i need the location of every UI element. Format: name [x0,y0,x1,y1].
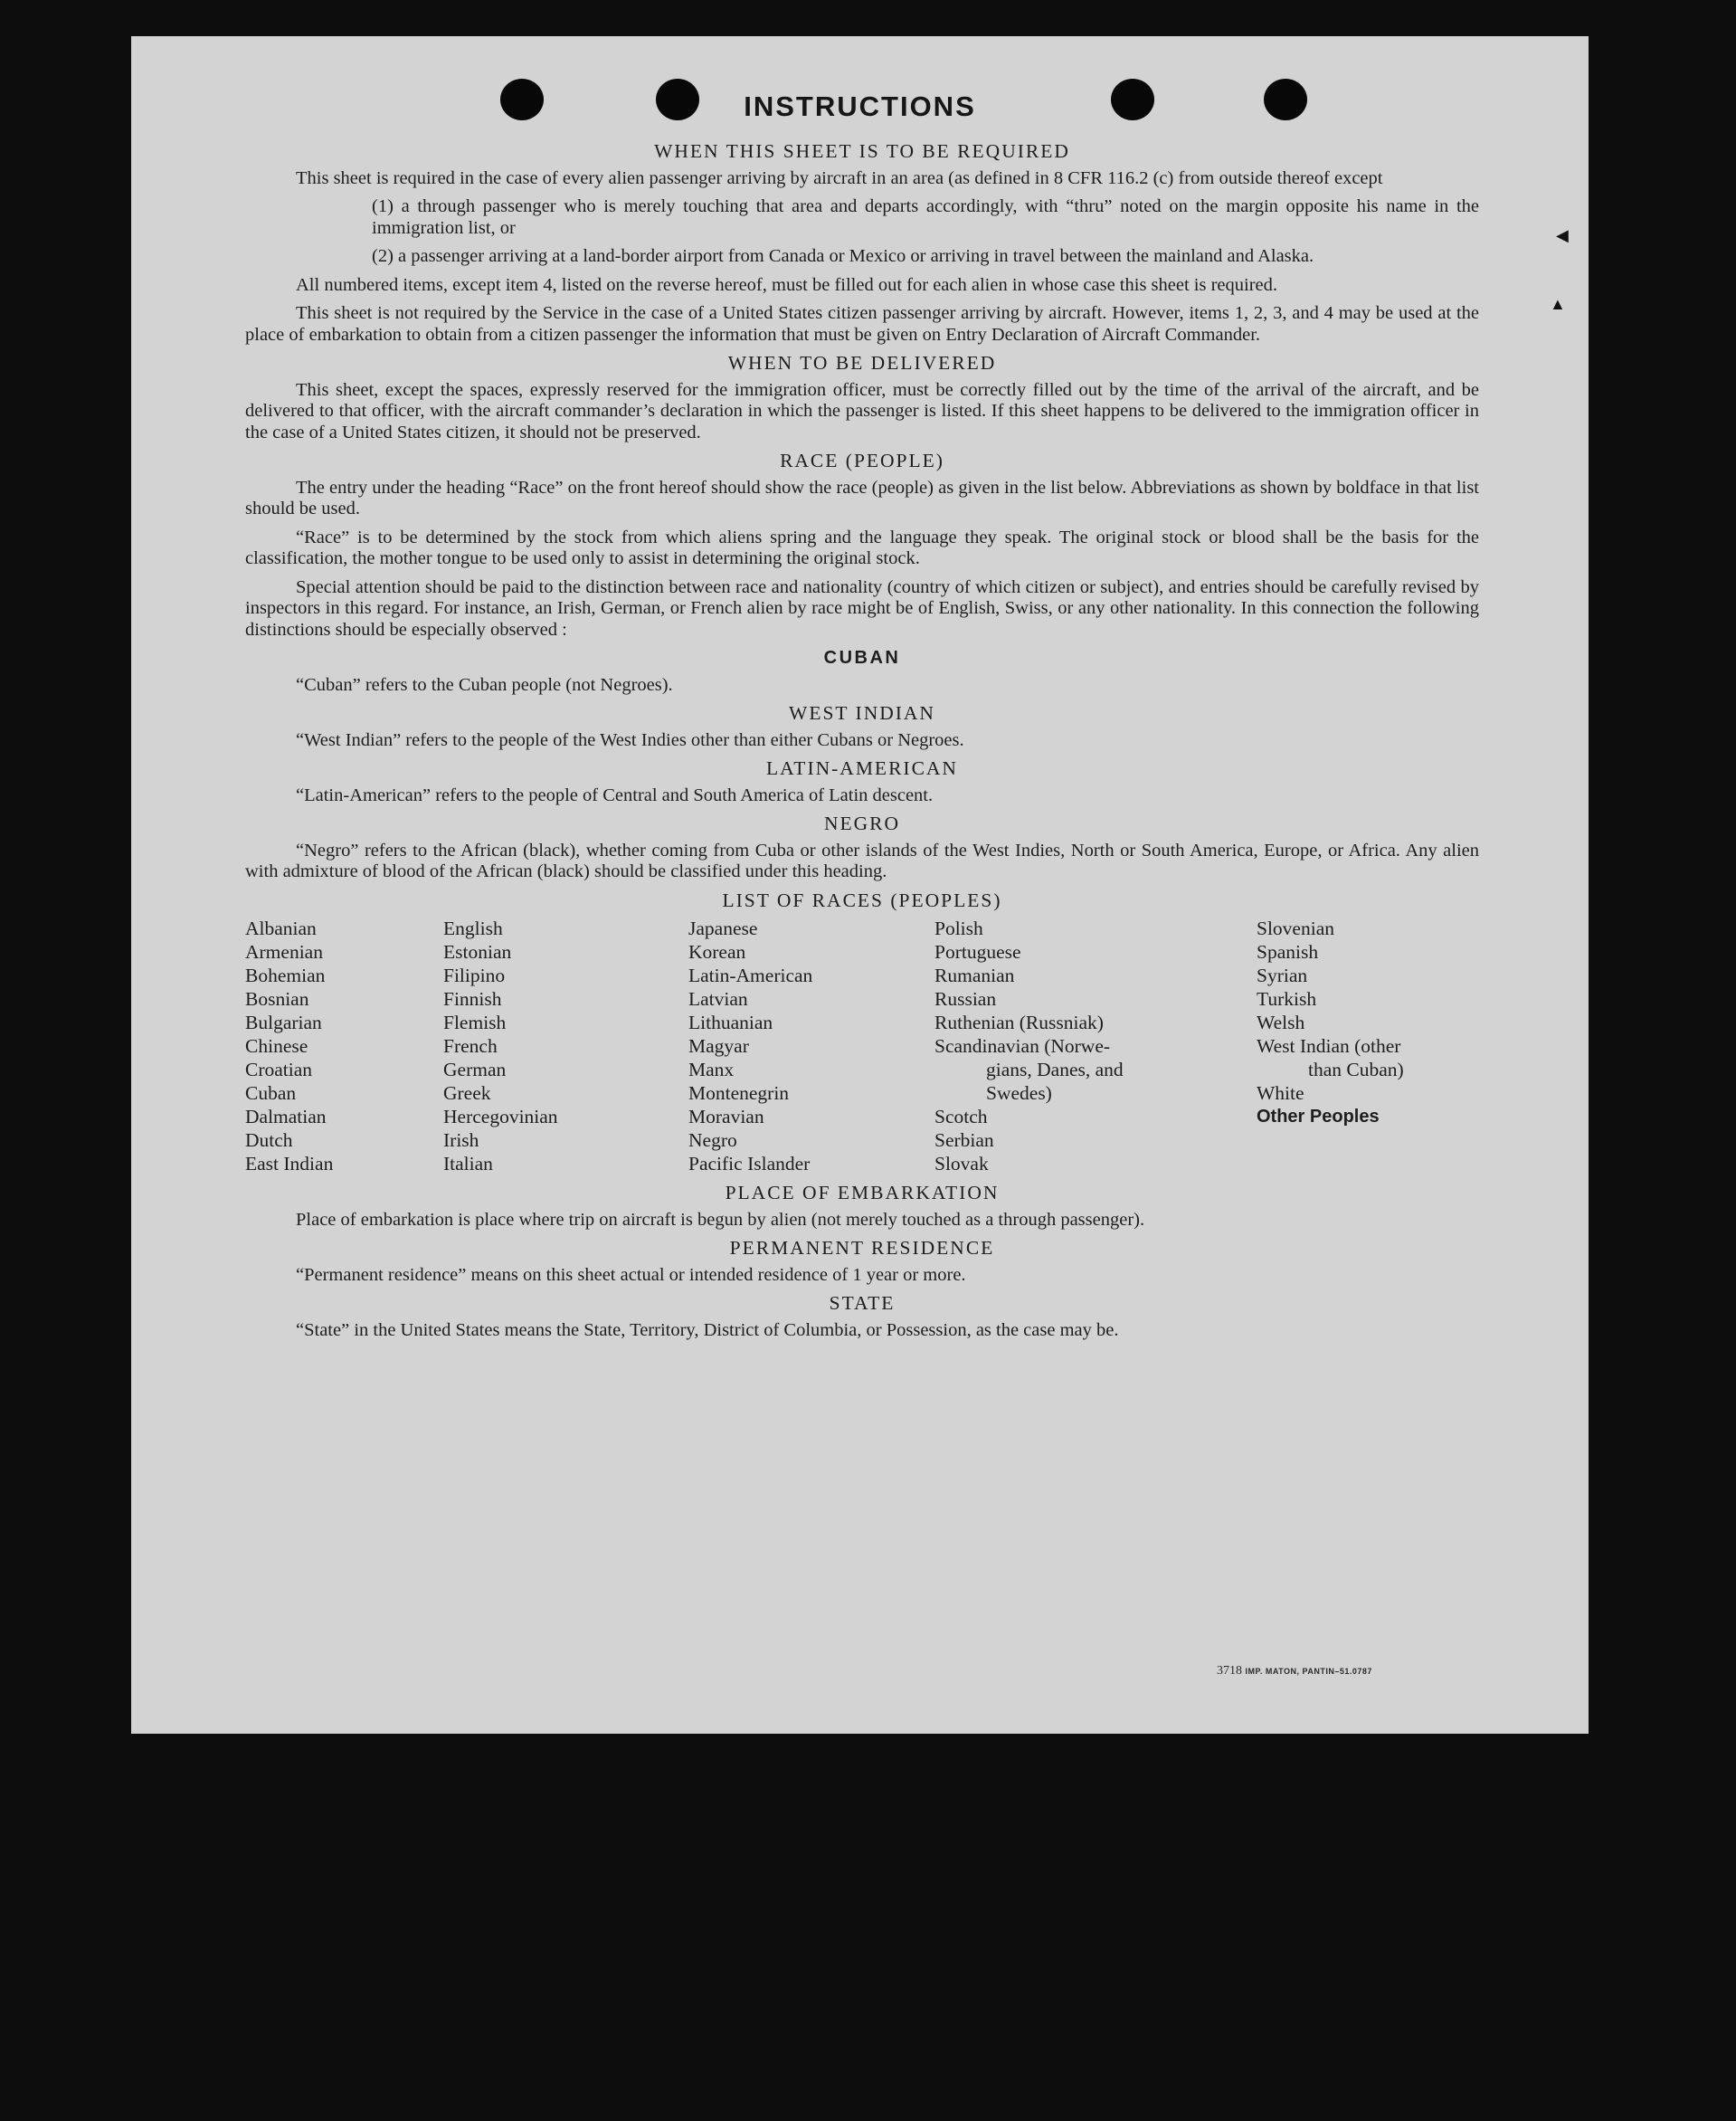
paragraph: “Negro” refers to the African (black), whether coming from Cuba or other islands of the West Indies, North or South America, Europe, or Africa. Any alien with admixture of blood of the African (black) should be classified under this heading. [245,840,1479,881]
paragraph: Special attention should be paid to the distinction between race and nationality (country of which citizen or subject), and entries should be carefully revised by inspectors in this regard. For instance, an Irish, German, or French alien by race might be of English, Swiss, or any other nationality. In this connection the following distinctions should be especially observed : [245,576,1479,640]
race-item: Latvian [688,988,748,1010]
race-column-1 [245,917,443,1175]
paragraph: Place of embarkation is place where trip on aircraft is begun by alien (not merely touched as a through passenger). [296,1209,1145,1230]
race-item: Italian [443,1153,493,1175]
race-item: French [443,1035,498,1057]
race-item: Moravian [688,1106,764,1127]
paragraph: This sheet, except the spaces, expressly reserved for the immigration officer, must be correctly filled out by the time of the arrival of the aircraft, and be delivered to that officer, with the aircraft commander’s declaration in which the passenger is listed. If this sheet happens to be delivered to the immigration officer in the case of a United States citizen, it should not be preserved. [245,379,1479,442]
race-item: Estonian [443,941,512,963]
race-item: Dutch [245,1129,293,1151]
race-item: Serbian [934,1129,994,1151]
race-item: East Indian [245,1153,334,1175]
race-item: German [443,1059,507,1080]
race-item: Scotch [934,1106,988,1127]
race-item: Greek [443,1082,491,1104]
race-item: White [1257,1082,1304,1104]
heading-when-required: WHEN THIS SHEET IS TO BE REQUIRED [654,140,1070,162]
race-item: Croatian [245,1059,313,1080]
race-item: Korean [688,941,746,963]
race-item-continued: Swedes) [986,1082,1052,1104]
race-item: Scandinavian (Norwe- [934,1035,1111,1057]
race-item: Filipino [443,965,506,986]
footer-imprint [1217,1664,1372,1679]
race-item: Dalmatian [245,1106,327,1127]
race-item: Slovenian [1257,918,1334,939]
exception-item-2: (2) a passenger arriving at a land-border airport from Canada or Mexico or arriving in travel between the mainland and Alaska. [372,246,1314,266]
race-item: Rumanian [934,965,1015,986]
race-item: Welsh [1257,1012,1305,1033]
paragraph: “State” in the United States means the State, Territory, District of Columbia, or Possession, as the case may be. [296,1319,1119,1340]
race-item: Latin-American [688,965,813,986]
race-item: Lithuanian [688,1012,773,1033]
margin-mark-icon: ◀ [1556,226,1569,244]
race-item: Flemish [443,1012,507,1033]
form-number: 3718 [1217,1664,1242,1678]
race-item: Manx [688,1059,735,1080]
race-column-3 [688,917,934,1175]
race-column-5 [1257,917,1479,1175]
race-item: Irish [443,1129,479,1151]
heading-cuban: CUBAN [823,648,901,668]
race-item: Syrian [1257,965,1308,986]
paragraph: “Permanent residence” means on this sheet actual or intended residence of 1 year or more. [296,1264,966,1285]
printer-imprint: IMP. MATON, PANTIN–51.0787 [1245,1667,1372,1676]
race-item: Finnish [443,988,502,1010]
paragraph: All numbered items, except item 4, listed on the reverse hereof, must be filled out for each alien in whose case this sheet is required. [296,274,1278,295]
race-item: Ruthenian (Russniak) [934,1012,1104,1033]
heading-place-of-embarkation: PLACE OF EMBARKATION [725,1182,1000,1203]
race-column-2 [443,917,688,1175]
race-item: Pacific Islander [688,1153,811,1175]
race-item-continued: gians, Danes, and [986,1059,1124,1080]
race-item: Portuguese [934,941,1021,963]
race-item-continued: than Cuban) [1308,1059,1404,1080]
race-item: Spanish [1257,941,1319,963]
paragraph: “Cuban” refers to the Cuban people (not Negroes). [296,674,673,695]
race-item: Bohemian [245,965,326,986]
page-title: INSTRUCTIONS [744,90,976,122]
race-item: Polish [934,918,983,939]
race-item: Russian [934,988,997,1010]
instructions-body [245,134,1479,1348]
heading-negro: NEGRO [823,813,901,834]
race-item: Cuban [245,1082,297,1104]
heading-permanent-residence: PERMANENT RESIDENCE [729,1237,995,1259]
margin-mark-icon: ▲ [1550,295,1566,313]
instruction-sheet [131,36,1589,1734]
race-list [245,917,1479,1175]
heading-latin-american: LATIN-AMERICAN [766,757,958,779]
paragraph: “West Indian” refers to the people of the West Indies other than either Cubans or Negroes. [296,729,964,750]
race-item: Turkish [1257,988,1317,1010]
race-item: Bulgarian [245,1012,322,1033]
paragraph: “Latin-American” refers to the people of Central and South America of Latin descent. [296,785,934,805]
paragraph: The entry under the heading “Race” on the front hereof should show the race (people) as given in the list below. Abbreviations as shown by boldface in that list should be used. [245,477,1479,518]
exception-item-1: (1) a through passenger who is merely touching that area and departs accordingly, with “thru” noted on the margin opposite his name in the immigration list, or [372,196,1479,238]
paragraph: “Race” is to be determined by the stock from which aliens spring and the language they speak. The original stock or blood shall be the basis for the classification, the mother tongue to be used only to assist in determining the original stock. [245,527,1479,568]
race-item: Albanian [245,918,317,939]
race-item: West Indian (other [1257,1035,1401,1057]
race-item: Montenegrin [688,1082,790,1104]
heading-when-delivered: WHEN TO BE DELIVERED [727,352,997,374]
heading-race: RACE (PEOPLE) [780,450,944,471]
race-item: Japanese [688,918,758,939]
heading-west-indian: WEST INDIAN [789,702,935,724]
race-item: English [443,918,503,939]
race-item: Hercegovinian [443,1106,558,1127]
race-item: Bosnian [245,988,309,1010]
paragraph: This sheet is required in the case of every alien passenger arriving by aircraft in an area (as defined in 8 CFR 116.2 (c) from outside thereof except [296,167,1383,188]
heading-state: STATE [829,1292,896,1314]
race-item: Armenian [245,941,323,963]
race-item: Chinese [245,1035,308,1057]
race-item: Negro [688,1129,737,1151]
race-column-4 [934,917,1257,1175]
paragraph: This sheet is not required by the Service in the case of a United States citizen passenger arriving by aircraft. However, items 1, 2, 3, and 4 may be used at the place of embarkation to obtain from a citizen passenger the information that must be given on Entry Declaration of Aircraft Commander. [245,303,1479,345]
race-item-other-peoples: Other Peoples [1257,1107,1380,1127]
heading-list-of-races: LIST OF RACES (PEOPLES) [722,889,1002,911]
race-item: Magyar [688,1035,749,1057]
race-item: Slovak [934,1153,989,1175]
